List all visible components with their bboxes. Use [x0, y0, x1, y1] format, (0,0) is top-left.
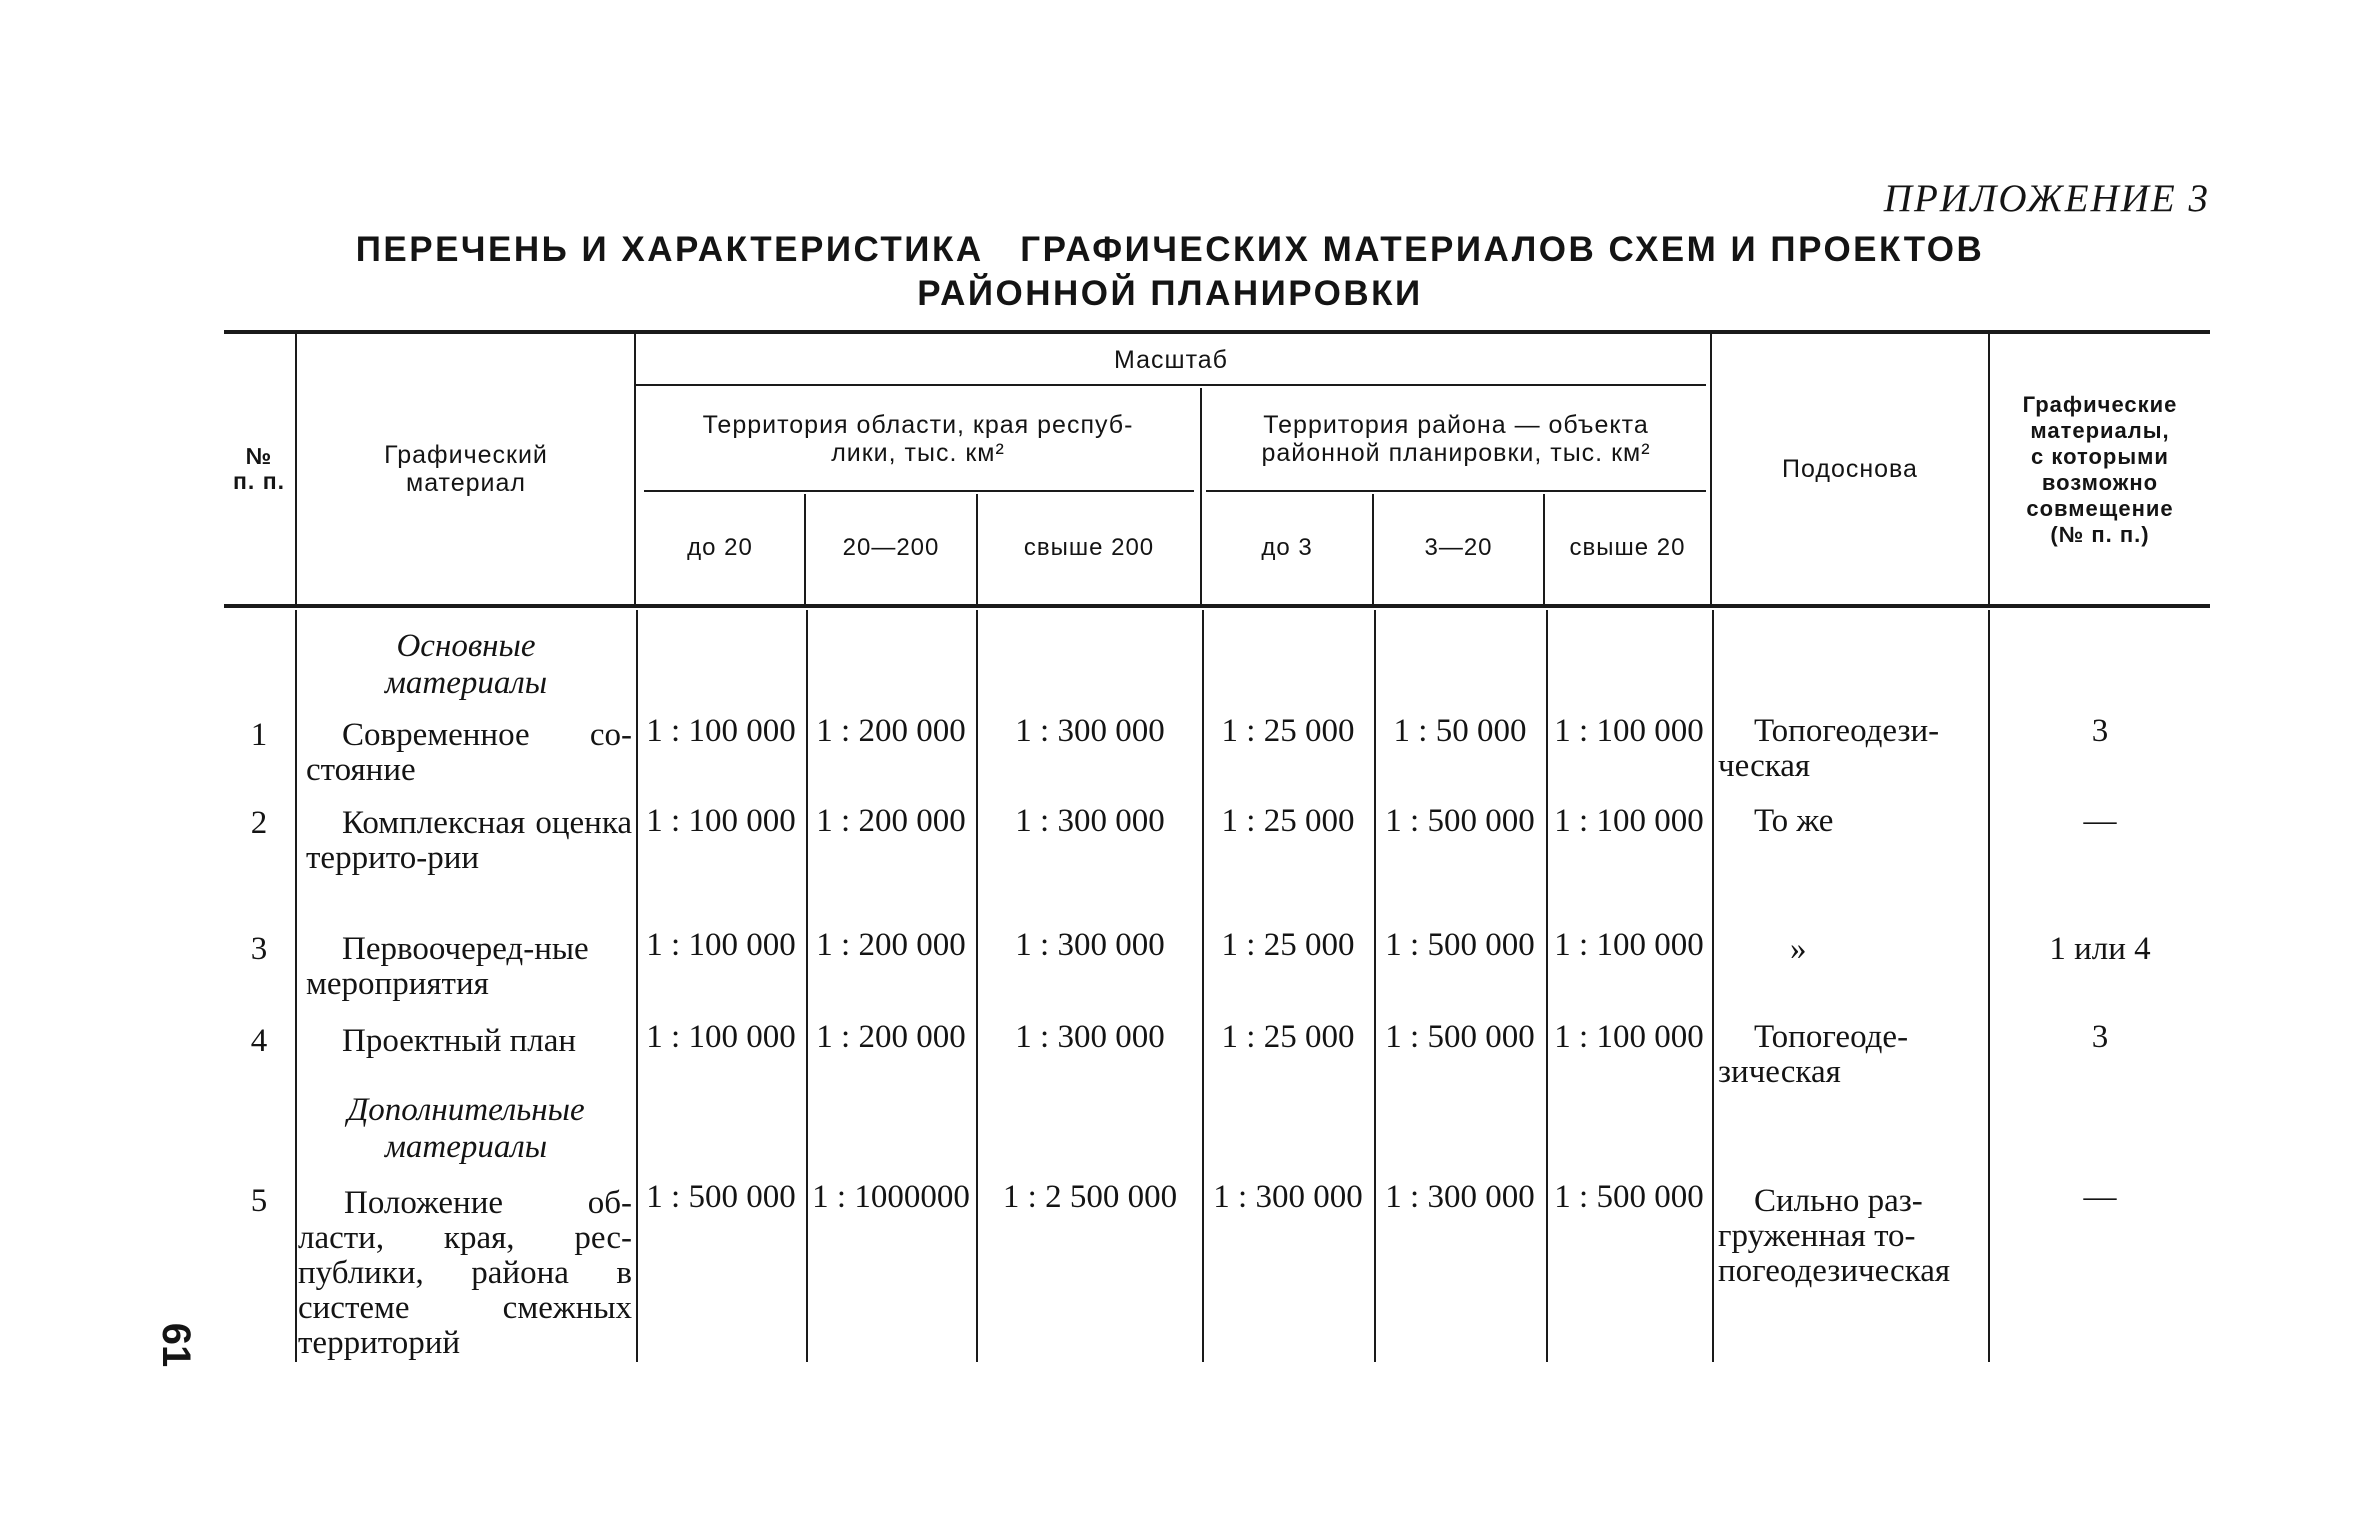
header-material-line: Графический — [384, 441, 548, 469]
row-base — [1718, 1184, 1986, 1289]
row-scale: 1 : 1000000 — [812, 1179, 970, 1215]
header-district-group — [1204, 392, 1708, 486]
row-base — [1718, 932, 1986, 967]
district-group-rule — [1206, 490, 1706, 492]
row-scale: 1 : 2 500 000 — [1002, 1179, 1178, 1215]
row-scale: 1 : 100 000 — [646, 713, 796, 749]
row-scale: 1 : 200 000 — [816, 1019, 966, 1055]
row-scale: 1 : 200 000 — [816, 713, 966, 749]
scale-group-rule — [636, 384, 1706, 386]
header-district-line: районной планировки, тыс. км² — [1261, 439, 1651, 467]
row-scale: 1 : 300 000 — [1015, 927, 1165, 963]
row-combinable: 3 — [2091, 713, 2109, 749]
table-top-rule — [224, 330, 2210, 334]
header-combinable-line: Графические — [2022, 392, 2178, 417]
header-scale: Масштаб — [1114, 346, 1228, 374]
section-additional-line: Дополнительные — [347, 1092, 585, 1128]
row-material: Проектный план — [342, 1023, 577, 1059]
header-number — [224, 336, 294, 602]
header-col-line — [295, 334, 297, 604]
row-combinable: 3 — [2091, 1019, 2109, 1055]
header-region-line: лики, тыс. км² — [831, 439, 1005, 467]
row-scale: 1 : 25 000 — [1221, 1019, 1355, 1055]
body-col-line — [295, 610, 297, 1362]
row-base-line: ческая — [1718, 748, 1811, 784]
header-combinable-line: материалы, — [2030, 418, 2170, 443]
title-line-2: РАЙОННОЙ ПЛАНИРОВКИ — [917, 274, 1423, 313]
row-number: 1 — [250, 717, 268, 753]
header-combinable-line: с которыми — [2031, 444, 2169, 469]
row-base-line: зическая — [1718, 1054, 1841, 1090]
row-scale: 1 : 500 000 — [1385, 803, 1535, 839]
header-bottom-rule — [224, 604, 2210, 608]
header-base: Подоснова — [1782, 455, 1918, 483]
row-scale: 1 : 300 000 — [1015, 713, 1165, 749]
row-scale: 1 : 100 000 — [1554, 713, 1704, 749]
section-additional-line: материалы — [384, 1129, 548, 1165]
row-scale: 1 : 300 000 — [1213, 1179, 1363, 1215]
header-region-group — [640, 392, 1196, 486]
row-scale: 1 : 100 000 — [646, 803, 796, 839]
body-col-line — [1712, 610, 1714, 1362]
row-material: Комплексная оценка террито-рии — [306, 805, 632, 876]
row-material: Первоочеред-ные мероприятия — [306, 931, 589, 1002]
row-scale: 1 : 500 000 — [1385, 1019, 1535, 1055]
row-base-line: Топогеоде- — [1754, 1019, 1909, 1055]
title-line-1: ПЕРЕЧЕНЬ И ХАРАКТЕРИСТИКА ГРАФИЧЕСКИХ МАТЕРИАЛОВ СХЕМ И ПРОЕКТОВ — [355, 230, 1985, 269]
row-scale: 1 : 300 000 — [1385, 1179, 1535, 1215]
row-base-line: То же — [1754, 803, 1834, 839]
row-scale: 1 : 200 000 — [816, 927, 966, 963]
row-number: 5 — [250, 1183, 268, 1219]
row-scale: 1 : 500 000 — [1554, 1179, 1704, 1215]
row-scale: 1 : 300 000 — [1015, 803, 1165, 839]
header-combinable — [1990, 380, 2210, 560]
row-material: Положение об-ласти, края, рес-публики, района в системе смежных территорий — [298, 1185, 632, 1361]
row-base-line: » — [1790, 931, 1807, 967]
row-base — [1718, 714, 1986, 784]
header-district-line: Территория района — объекта — [1263, 411, 1649, 439]
section-main — [298, 628, 634, 702]
page-number: 61 — [154, 1322, 198, 1368]
row-scale: 1 : 100 000 — [1554, 927, 1704, 963]
header-district-sub: 3—20 — [1424, 534, 1493, 561]
header-region-sub: 20—200 — [842, 534, 940, 561]
row-number: 2 — [250, 805, 268, 841]
header-region-sub: свыше 200 — [1023, 534, 1155, 561]
header-combinable-line: совмещение — [2026, 496, 2174, 521]
row-scale: 1 : 300 000 — [1015, 1019, 1165, 1055]
header-combinable-line: (№ п. п.) — [2050, 522, 2150, 547]
row-combinable: — — [2083, 803, 2117, 839]
row-scale: 1 : 100 000 — [646, 1019, 796, 1055]
row-scale: 1 : 500 000 — [1385, 927, 1535, 963]
row-base-line: груженная то- — [1718, 1218, 1916, 1254]
row-material: Современное со-стояние — [306, 717, 632, 788]
header-combinable-line: возможно — [2041, 470, 2159, 495]
appendix-label: ПРИЛОЖЕНИЕ 3 — [1883, 177, 2210, 220]
region-group-rule — [644, 490, 1194, 492]
row-scale: 1 : 200 000 — [816, 803, 966, 839]
header-number-line: п. п. — [233, 468, 285, 494]
row-scale: 1 : 500 000 — [646, 1179, 796, 1215]
row-base — [1718, 804, 1986, 839]
row-number: 3 — [250, 931, 268, 967]
row-base-line: Топогеодези- — [1754, 713, 1940, 749]
header-district-sub: до 3 — [1261, 534, 1313, 561]
document-title — [340, 228, 2000, 316]
row-scale: 1 : 100 000 — [1554, 803, 1704, 839]
section-additional — [298, 1092, 634, 1166]
row-combinable: — — [2083, 1179, 2117, 1215]
row-combinable: 1 или 4 — [2049, 931, 2151, 967]
section-main-line: материалы — [384, 665, 548, 701]
row-scale: 1 : 25 000 — [1221, 927, 1355, 963]
header-region-line: Территория области, края респуб- — [702, 411, 1134, 439]
row-base — [1718, 1020, 1986, 1090]
row-scale: 1 : 100 000 — [646, 927, 796, 963]
row-scale: 1 : 25 000 — [1221, 713, 1355, 749]
row-scale: 1 : 25 000 — [1221, 803, 1355, 839]
row-base-line: погеодезическая — [1718, 1253, 1951, 1289]
row-base-line: Сильно раз- — [1754, 1183, 1923, 1219]
header-material-line: материал — [406, 469, 526, 497]
header-region-sub: до 20 — [687, 534, 753, 561]
row-number: 4 — [250, 1023, 268, 1059]
header-number-line: № — [245, 443, 273, 469]
header-district-sub: свыше 20 — [1569, 534, 1686, 561]
header-material — [298, 336, 634, 602]
section-main-line: Основные — [396, 628, 536, 664]
row-scale: 1 : 50 000 — [1393, 713, 1527, 749]
row-scale: 1 : 100 000 — [1554, 1019, 1704, 1055]
